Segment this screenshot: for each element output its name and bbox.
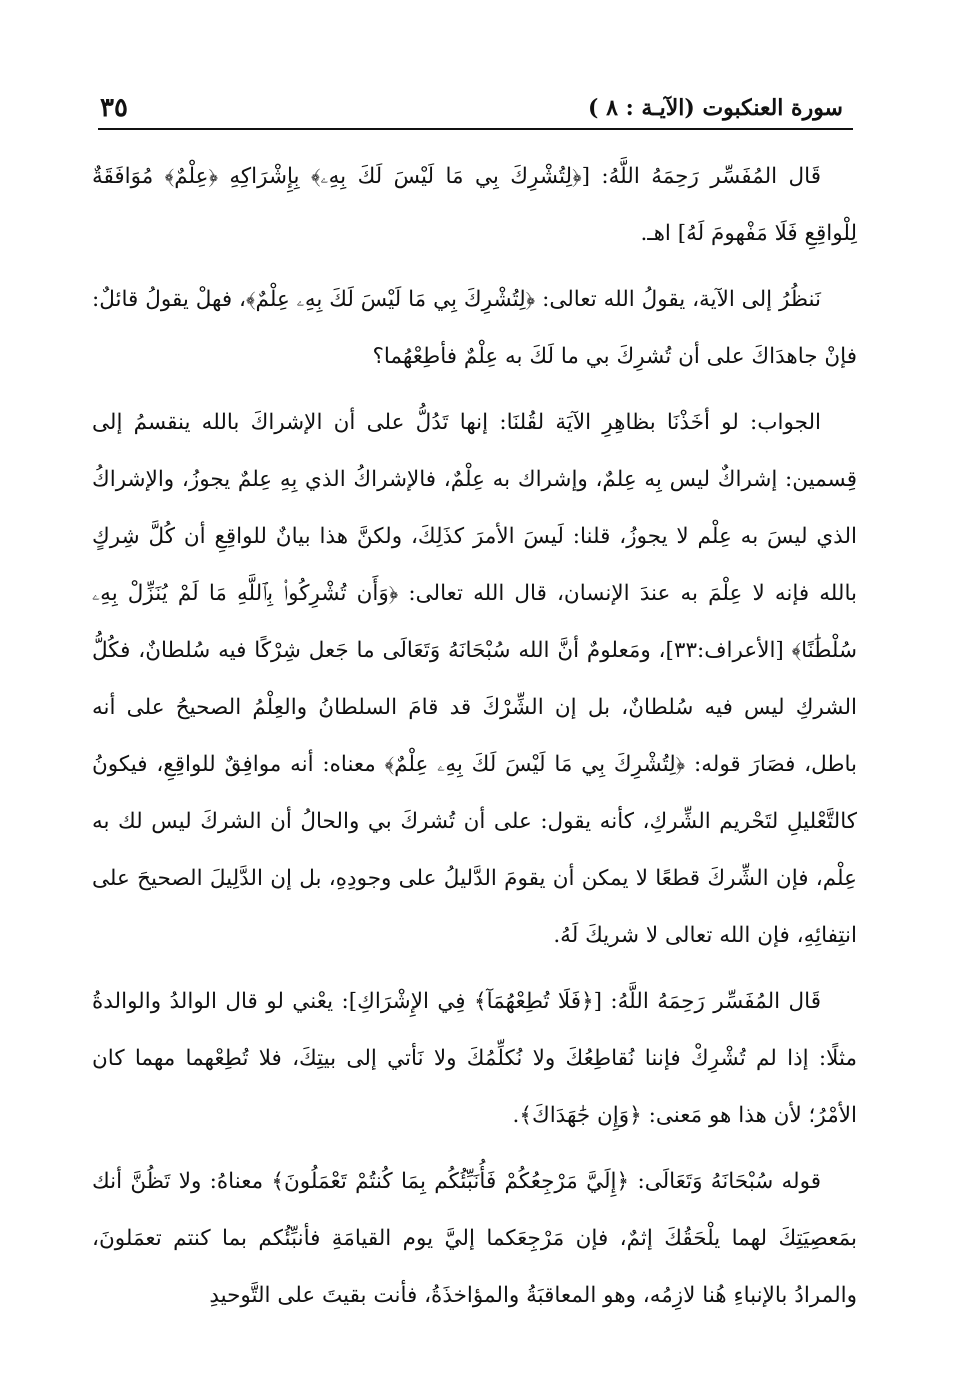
paragraph <box>92 973 857 1144</box>
paragraph-text: قَال المُفَسِّر رَحِمَهُ اللَّهُ: [﴿لِتُشْرِكَ بِي مَا لَيْسَ لَكَ بِهِۦ﴾ بِإِشْرَاكِهِ ﴿عِلْمٌ﴾ مُوَافَقَةٌ لِلْواقِعِ فَلَا مَفْهومَ لَهُ] اهـ. <box>92 164 857 246</box>
page-number: ٣٥ <box>100 93 128 123</box>
paragraph-text: قوله سُبْحَانَهُ وَتَعَالَى: ﴿إِلَيَّ مَرْجِعُكُمْ فَأُنَبِّئُكُم بِمَا كُنتُمْ تَعْمَلُونَ﴾ معناهُ: ولا تَظُنَّ أنك بمَعصِيَتِكَ لهما يلْحَقُكَ إثمٌ، فإن مَرْجِعَكما إليَّ يوم القيامَةِ فأنبِّئُكم بما كنتم تعمَلونَ، والمرادُ بالإنباءِ هُنا لازِمُه، وهو المعاقبَةُ والمؤاخذَةُ، فأنت بقيتَ على التَّوحيدِ <box>92 1169 857 1308</box>
paragraph <box>92 394 857 964</box>
paragraph-text: الجواب: لو أخَذْنَا بظاهِرِ الآيَة لقُلنَا: إنها تَدُلُّ على أن الإشراكَ بالله ينقسمُ إلى قِسمين: إشراكٌ ليس بِه عِلمٌ، وإشراك به عِلْمٌ، فالإشراكُ الذي بِهِ عِلمٌ يجوزُ، والإشراكُ الذي ليسَ به عِلْم لا يجوزُ، قلنا: لَيسَ الأمرَ كذَلِكَ، ولكنَّ هذا بيانٌ للواقِعِ أن كُلَّ شِركٍ بالله فإنه لا عِلْمَ به عندَ الإنسان، قال الله تعالى: ﴿وَأَن تُشْرِكُوا۟ بِٱللَّهِ مَا لَمْ يُنَزِّلْ بِهِۦ سُلْطَٰنًا﴾ [الأعراف:٣٣]، ومَعلومٌ أنَّ الله سُبْحَانَهُ وَتَعَالَى ما جَعل شِرْكًا فيه سُلطانٌ، فكُلُّ الشركِ ليس فيه سُلطانٌ، بل إن الشِّرْكَ قد قامَ السلطانُ والعِلْمُ الصحيحُ على أنه باطل، فصَارَ قوله: ﴿لِتُشْرِكَ بِي مَا لَيْسَ لَكَ بِهِۦ عِلْمٌ﴾ معناه: أنه موافِقٌ للواقِعِ، فيكونُ كالتَّعْليلِ لتَحْريم الشِّركِ، كأنه يقول: على أن تُشركَ بي والحالُ أن الشركَ ليس لك به عِلْم، فإن الشِّركَ قطعًا لا يمكن أن يقومَ الدَّليلُ على وجودِهِ، بل إن الدَّلِيلَ الصحيحَ على انتِفائِهِ، فإن الله تعالى لا شريكَ لَهُ. <box>92 410 857 948</box>
paragraph-text: نَنظُرُ إلى الآية، يقولُ الله تعالى: ﴿لِتُشْرِكَ بِي مَا لَيْسَ لَكَ بِهِۦ عِلْمٌ﴾، فهلْ يقولُ قائلٌ: فإنْ جاهدَاكَ على أن تُشرِكَ بي ما لَكَ به عِلْمٌ فأطِعْهُما؟ <box>92 287 857 369</box>
paragraph <box>92 148 857 262</box>
running-title: سورة العنكبوت (الآيـة : ٨ ) <box>588 95 843 121</box>
page-header <box>100 88 843 124</box>
header-rule <box>98 128 853 130</box>
page-body <box>92 148 857 1333</box>
paragraph-text: قَال المُفَسِّر رَحِمَهُ اللَّهُ: [﴿فَلَا تُطِعْهُمَآ﴾ فِي الإِشْرَاكِ]: يعْني لو قال الوالدُ والوالدةُ مثلًا: إذا لم تُشْرِكْ فإننا نُقاطِعُكَ ولا نُكلِّمُكَ ولا نَأتي إلى بيتِكَ، فلا تُطِعْهما مهما كان الأمْرُ؛ لأن هذا هو مَعنى: ﴿وَإِن جَٰهَدَاكَ﴾. <box>92 989 857 1128</box>
paragraph <box>92 1153 857 1324</box>
paragraph <box>92 271 857 385</box>
